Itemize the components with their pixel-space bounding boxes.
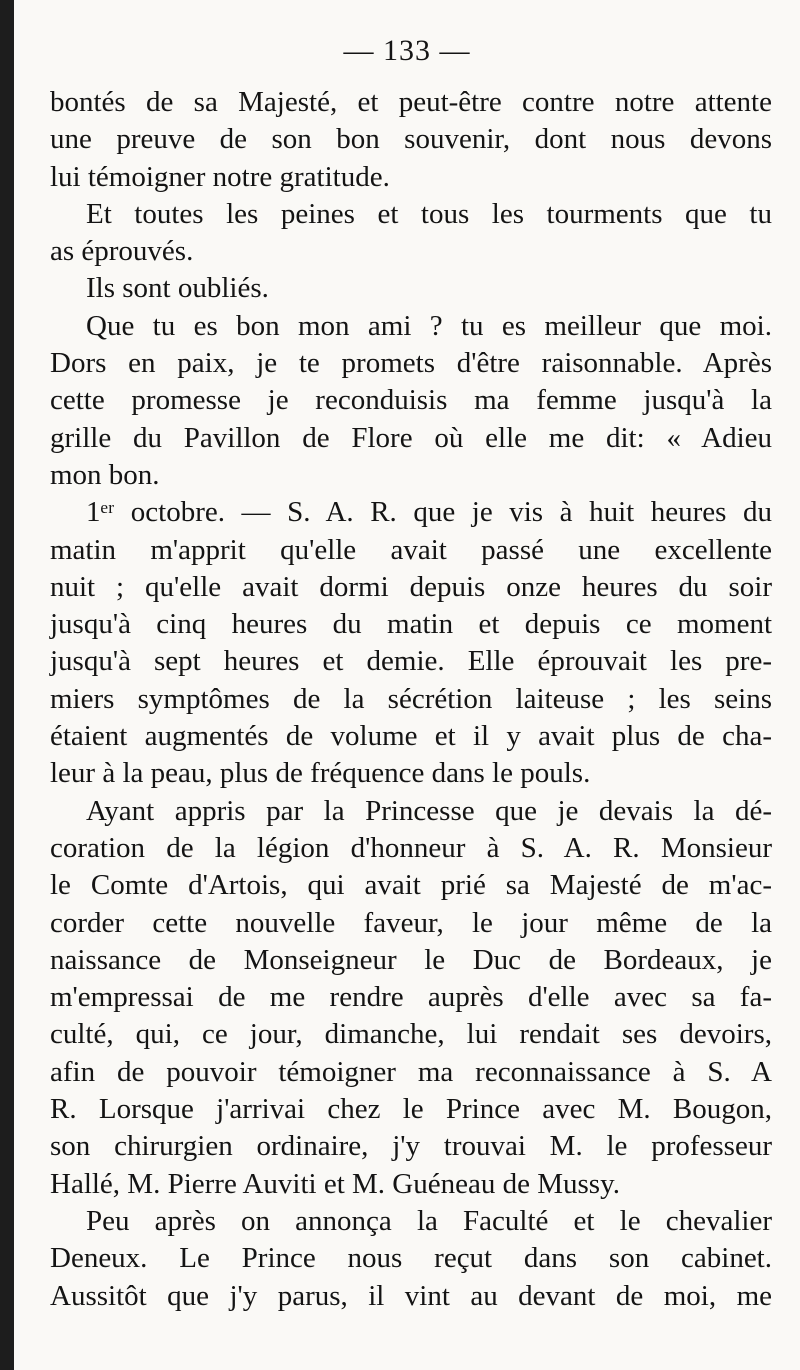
text-line: Hallé, M. Pierre Auviti et M. Guéneau de Mussy. (50, 1167, 620, 1200)
text-line: Et toutes les peines et tous les tourments que tu (86, 197, 772, 230)
text-line: Dors en paix, je te promets d'être raisonnable. Après (50, 347, 772, 380)
text-line: m'empressai de me rendre auprès d'elle avec sa fa- (50, 981, 772, 1014)
text-line: mon bon. (50, 458, 160, 491)
text-line: le Comte d'Artois, qui avait prié sa Majesté de m'ac- (50, 869, 772, 902)
text-line: naissance de Monseigneur le Duc de Bordeaux, je (50, 943, 772, 976)
text-line: Ils sont oubliés. (86, 272, 269, 305)
text-line: 1ᵉʳ octobre. — S. A. R. que je vis à huit heures du (86, 496, 772, 529)
text-line: lui témoigner notre gratitude. (50, 160, 390, 193)
text-line: leur à la peau, plus de fréquence dans le pouls. (50, 757, 591, 790)
text-line: bontés de sa Majesté, et peut-être contre notre attente (50, 86, 772, 118)
text-line: jusqu'à sept heures et demie. Elle éprouvait les pre- (50, 645, 772, 678)
text-line: corder cette nouvelle faveur, le jour même de la (50, 906, 772, 939)
text-line: Aussitôt que j'y parus, il vint au devant de moi, me (50, 1279, 772, 1312)
text-line: nuit ; qu'elle avait dormi depuis onze heures du soir (50, 570, 772, 603)
text-line: culté, qui, ce jour, dimanche, lui rendait ses devoirs, (50, 1018, 772, 1051)
text-line: miers symptômes de la sécrétion laiteuse ; les seins (50, 682, 772, 715)
body-text (50, 84, 772, 1315)
text-line: matin m'apprit qu'elle avait passé une excellente (50, 533, 772, 566)
text-line: Deneux. Le Prince nous reçut dans son cabinet. (50, 1242, 772, 1275)
text-line: jusqu'à cinq heures du matin et depuis ce moment (50, 608, 772, 641)
text-line: R. Lorsque j'arrivai chez le Prince avec M. Bougon, (50, 1093, 772, 1126)
text-line: Peu après on annonça la Faculté et le chevalier (86, 1204, 772, 1237)
text-line: grille du Pavillon de Flore où elle me dit: « Adieu (50, 421, 772, 454)
text-line: Que tu es bon mon ami ? tu es meilleur que moi. (86, 309, 772, 342)
text-line: cette promesse je reconduisis ma femme jusqu'à la (50, 384, 772, 417)
text-line: afin de pouvoir témoigner ma reconnaissance à S. A (50, 1055, 772, 1088)
text-line: Ayant appris par la Princesse que je devais la dé- (86, 794, 772, 827)
text-line: une preuve de son bon souvenir, dont nous devons (50, 123, 772, 156)
text-line: étaient augmentés de volume et il y avait plus de cha- (50, 720, 772, 753)
page-number: — 133 — (343, 34, 471, 67)
text-line: coration de la légion d'honneur à S. A. R. Monsieur (50, 831, 772, 864)
text-line: son chirurgien ordinaire, j'y trouvai M. le professeur (50, 1130, 772, 1163)
text-line: as éprouvés. (50, 235, 194, 268)
